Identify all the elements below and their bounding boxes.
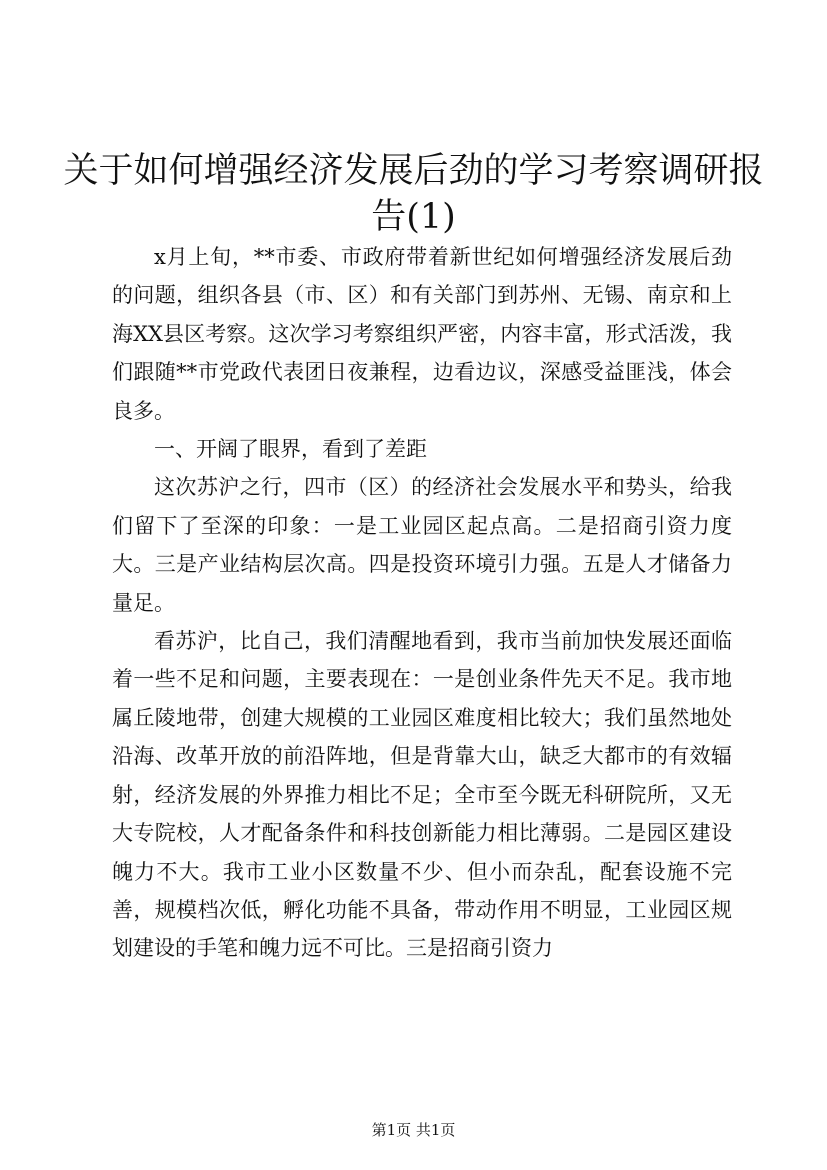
paragraph-intro: x月上旬，**市委、市政府带着新世纪如何增强经济发展后劲的问题，组织各县（市、区）和有关部门到苏州、无锡、南京和上海XX县区考察。这次学习考察组织严密，内容丰富，形式活泼，我们跟随**市党政代表团日夜兼程，边看边议，深感受益匪浅，体会良多。 [112,245,732,423]
paragraph-shortcomings: 看苏沪，比自己，我们清醒地看到，我市当前加快发展还面临着一些不足和问题，主要表现在：一是创业条件先天不足。我市地属丘陵地带，创建大规模的工业园区难度相比较大；我们虽然地处沿海、改革开放的前沿阵地，但是背靠大山，缺乏大都市的有效辐射，经济发展的外界推力相比不足；全市至今既无科研院所，又无大专院校，人才配备条件和科技创新能力相比薄弱。二是园区建设魄力不大。我市工业小区数量不少、但小而杂乱，配套设施不完善，规模档次低，孵化功能不具备，带动作用不明显，工业园区规划建设的手笔和魄力远不可比。三是招商引资力 [112,629,732,961]
page-footer: 第1页 共1页 [371,1121,456,1139]
document-title: 关于如何增强经济发展后劲的学习考察调研报告(1) [63,151,764,237]
section-heading: 一、开阔了眼界，看到了差距 [154,437,427,462]
paragraph-impressions: 这次苏沪之行，四市（区）的经济社会发展水平和势头，给我们留下了至深的印象：一是工业园区起点高。二是招商引资力度大。三是产业结构层次高。四是投资环境引力强。五是人才储备力量足。 [112,475,732,615]
document-body [112,238,732,968]
